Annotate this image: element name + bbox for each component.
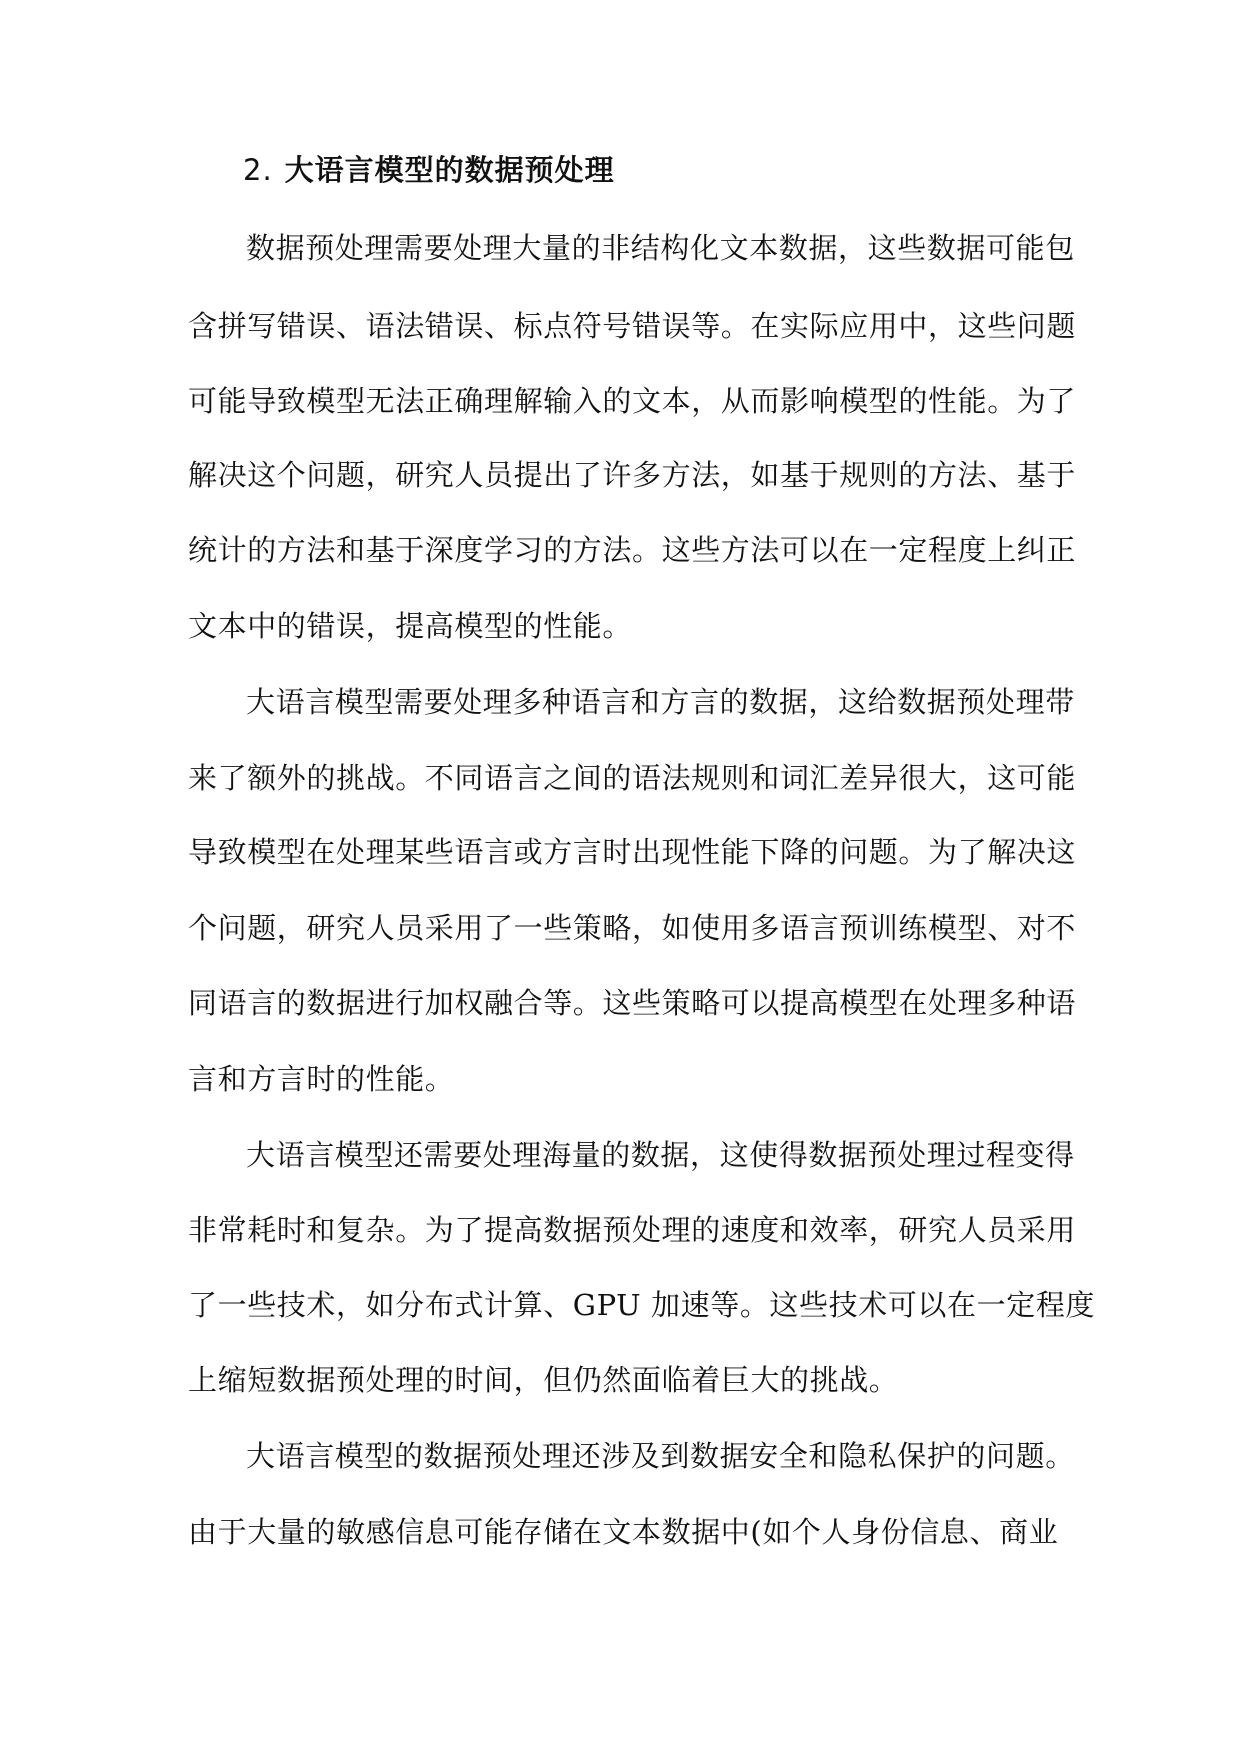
paragraph-2-line-5: 同语言的数据进行加权融合等。这些策略可以提高模型在处理多种语: [188, 986, 1077, 1020]
paragraph-3-line-2: 非常耗时和复杂。为了提高数据预处理的速度和效率，研究人员采用: [188, 1213, 1077, 1247]
paragraph-4-line-2: 由于大量的敏感信息可能存储在文本数据中(如个人身份信息、商业: [188, 1515, 1059, 1549]
paragraph-1-line-3: 可能导致模型无法正确理解输入的文本，从而影响模型的性能。为了: [188, 384, 1077, 418]
paragraph-2-line-1: 大语言模型需要处理多种语言和方言的数据，这给数据预处理带: [246, 685, 1075, 719]
paragraph-2-line-3: 导致模型在处理某些语言或方言时出现性能下降的问题。为了解决这: [188, 835, 1077, 869]
paragraph-3-line-1: 大语言模型还需要处理海量的数据，这使得数据预处理过程变得: [246, 1138, 1075, 1172]
paragraph-3-line-4: 上缩短数据预处理的时间，但仍然面临着巨大的挑战。: [188, 1363, 899, 1397]
paragraph-4-line-1: 大语言模型的数据预处理还涉及到数据安全和隐私保护的问题。: [246, 1439, 1075, 1473]
paragraph-2-line-4: 个问题，研究人员采用了一些策略，如使用多语言预训练模型、对不: [188, 911, 1077, 945]
section-number: 2.: [243, 153, 273, 187]
paragraph-2-line-2: 来了额外的挑战。不同语言之间的语法规则和词汇差异很大，这可能: [188, 761, 1077, 795]
paragraph-1-line-6: 文本中的错误，提高模型的性能。: [188, 609, 633, 643]
paragraph-3-line-3: 了一些技术，如分布式计算、GPU 加速等。这些技术可以在一定程度: [188, 1288, 1096, 1322]
paragraph-1-line-1: 数据预处理需要处理大量的非结构化文本数据，这些数据可能包: [246, 231, 1075, 265]
section-title: 大语言模型的数据预处理: [284, 153, 615, 187]
paragraph-1-line-4: 解决这个问题，研究人员提出了许多方法，如基于规则的方法、基于: [188, 458, 1077, 492]
section-heading: [243, 150, 615, 190]
paragraph-2-line-6: 言和方言时的性能。: [188, 1062, 455, 1096]
paragraph-1-line-2: 含拼写错误、语法错误、标点符号错误等。在实际应用中，这些问题: [188, 309, 1077, 343]
paragraph-1-line-5: 统计的方法和基于深度学习的方法。这些方法可以在一定程度上纠正: [188, 533, 1077, 567]
